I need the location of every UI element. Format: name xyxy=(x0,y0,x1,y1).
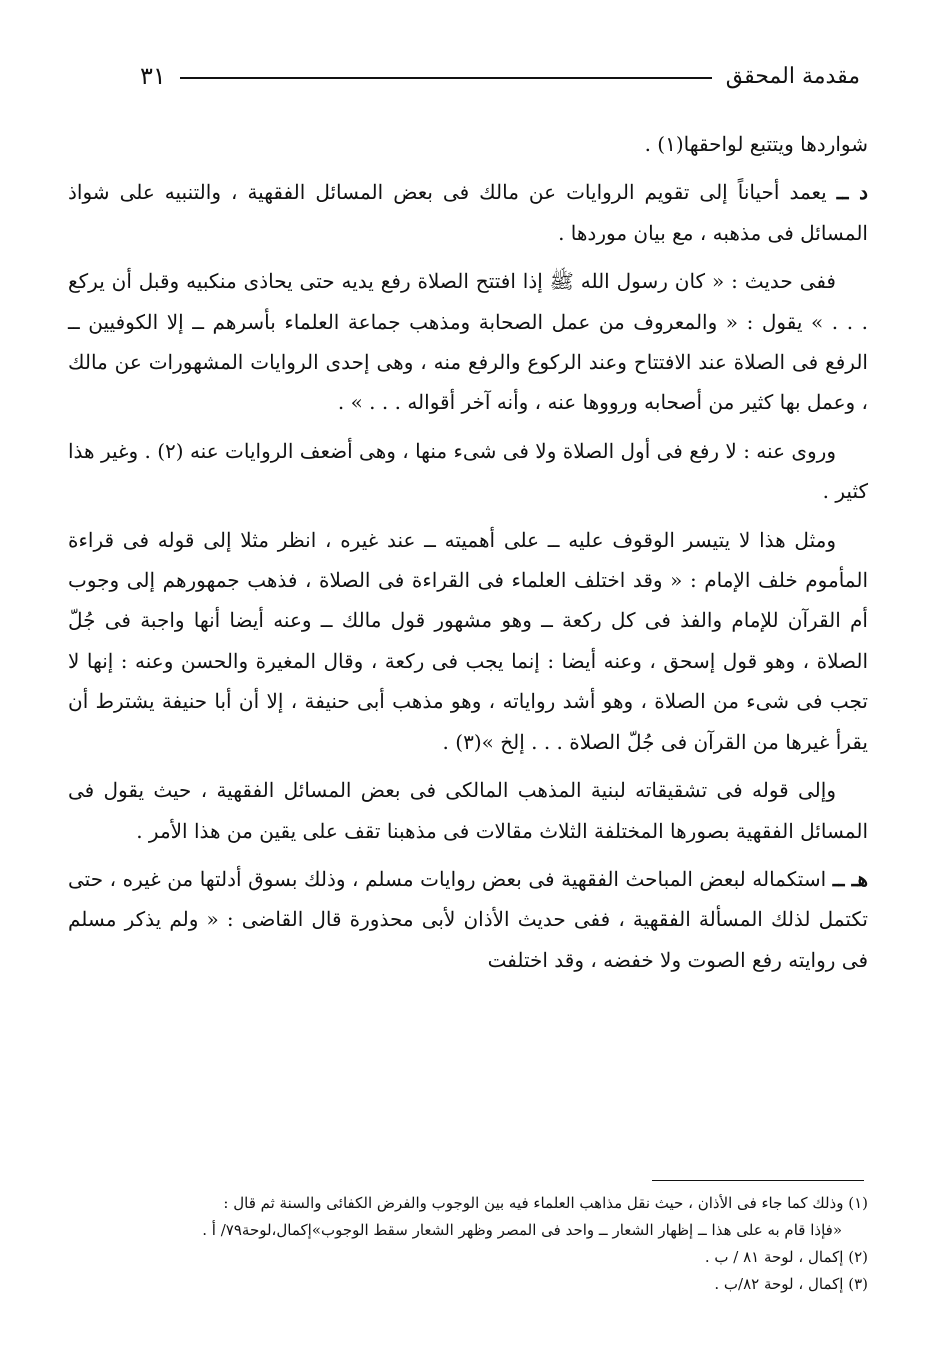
running-header xyxy=(140,56,860,96)
paragraph: وإلى قوله فى تشقيقاته لبنية المذهب المالكى فى بعض المسائل الفقهية ، حيث يقول فى المسائل الفقهية بصورها المختلفة الثلاث مقالات فى مذهبنا تقف على يقين من هذا الأمر . xyxy=(68,778,868,843)
body-text xyxy=(68,124,868,988)
footnote-1: (١) وذلك كما جاء فى الأذان ، حيث نقل مذاهب العلماء فيه بين الوجوب والفرض الكفائى والسنة ثم قال : xyxy=(223,1194,868,1212)
footnote-3: (٣) إكمال ، لوحة ٨٢/ب . xyxy=(714,1275,868,1293)
header-rule xyxy=(180,77,712,79)
page-number: ٣١ xyxy=(140,62,166,90)
footnote-separator xyxy=(652,1180,864,1181)
paragraph: ومثل هذا لا يتيسر الوقوف عليه ــ على أهميته ــ عند غيره ، انظر مثلا إلى قوله فى قراءة المأموم خلف الإمام : « وقد اختلف العلماء فى القراءة فى الصلاة ، فذهب جمهورهم إلى وجوب أم القرآن للإمام والفذ فى كل ركعة ــ وهو مشهور قول مالك ــ وعنه أيضا أنها واجبة فى جُلّ الصلاة ، وهو قول إسحق ، وعنه أيضا : إنما يجب فى ركعة ، وقال المغيرة والحسن وعنه : إنها لا تجب فى شىء من الصلاة ، وهو أشد رواياته ، وهو مذهب أبى حنيفة ، إلا أن أبا حنيفة يشترط أن يقرأ غيرها من القرآن فى جُلّ الصلاة . . . إلخ »(٣) . xyxy=(68,527,868,754)
paragraph: ففى حديث : « كان رسول الله ﷺ إذا افتتح الصلاة رفع يديه حتى يحاذى منكبيه وقبل أن يركع . . . » يقول : « والمعروف من عمل الصحابة ومذهب جماعة العلماء بأسرهم ــ إلا الكوفيين ــ الرفع فى الصلاة عند الافتتاح وعند الركوع والرفع منه ، وهى إحدى الروايات المشهورات عن مالك ، وعمل بها كثير من أصحابه ورووها عنه ، وأنه آخر أقواله . . . » . xyxy=(68,269,868,415)
footnotes xyxy=(62,1190,868,1298)
section-marker-d: د ــ xyxy=(836,180,869,205)
paragraph-text: يعمد أحياناً إلى تقويم الروايات عن مالك فى بعض المسائل الفقهية ، والتنبيه على شواذ المسائل فى مذهبه ، مع بيان موردها . xyxy=(68,180,868,245)
paragraph-section-d xyxy=(68,172,868,253)
footnote-1-continued: «فإذا قام به على هذا ــ إظهار الشعار ــ واحد فى المصر وظهر الشعار سقط الوجوب»إكمال،لوحة٧٩/ أ . xyxy=(202,1221,842,1239)
paragraph: وروى عنه : لا رفع فى أول الصلاة ولا فى شىء منها ، وهى أضعف الروايات عنه (٢) . وغير هذا كثير . xyxy=(68,438,868,504)
paragraph: شواردها ويتتبع لواحقها(١) . xyxy=(644,132,868,156)
paragraph-section-h xyxy=(68,859,868,980)
paragraph-text: استكماله لبعض المباحث الفقهية فى بعض روايات مسلم ، وذلك بسوق أدلتها من غيره ، حتى تكتمل لذلك المسألة الفقهية ، ففى حديث الأذان لأبى محذورة قال القاضى : « ولم يذكر مسلم فى روايته رفع الصوت ولا خفضه ، وقد اختلفت xyxy=(68,866,868,972)
chapter-title: مقدمة المحقق xyxy=(725,63,860,89)
footnote-2: (٢) إكمال ، لوحة ٨١ / ب . xyxy=(704,1248,868,1266)
section-marker-h: هـ ــ xyxy=(832,866,868,891)
